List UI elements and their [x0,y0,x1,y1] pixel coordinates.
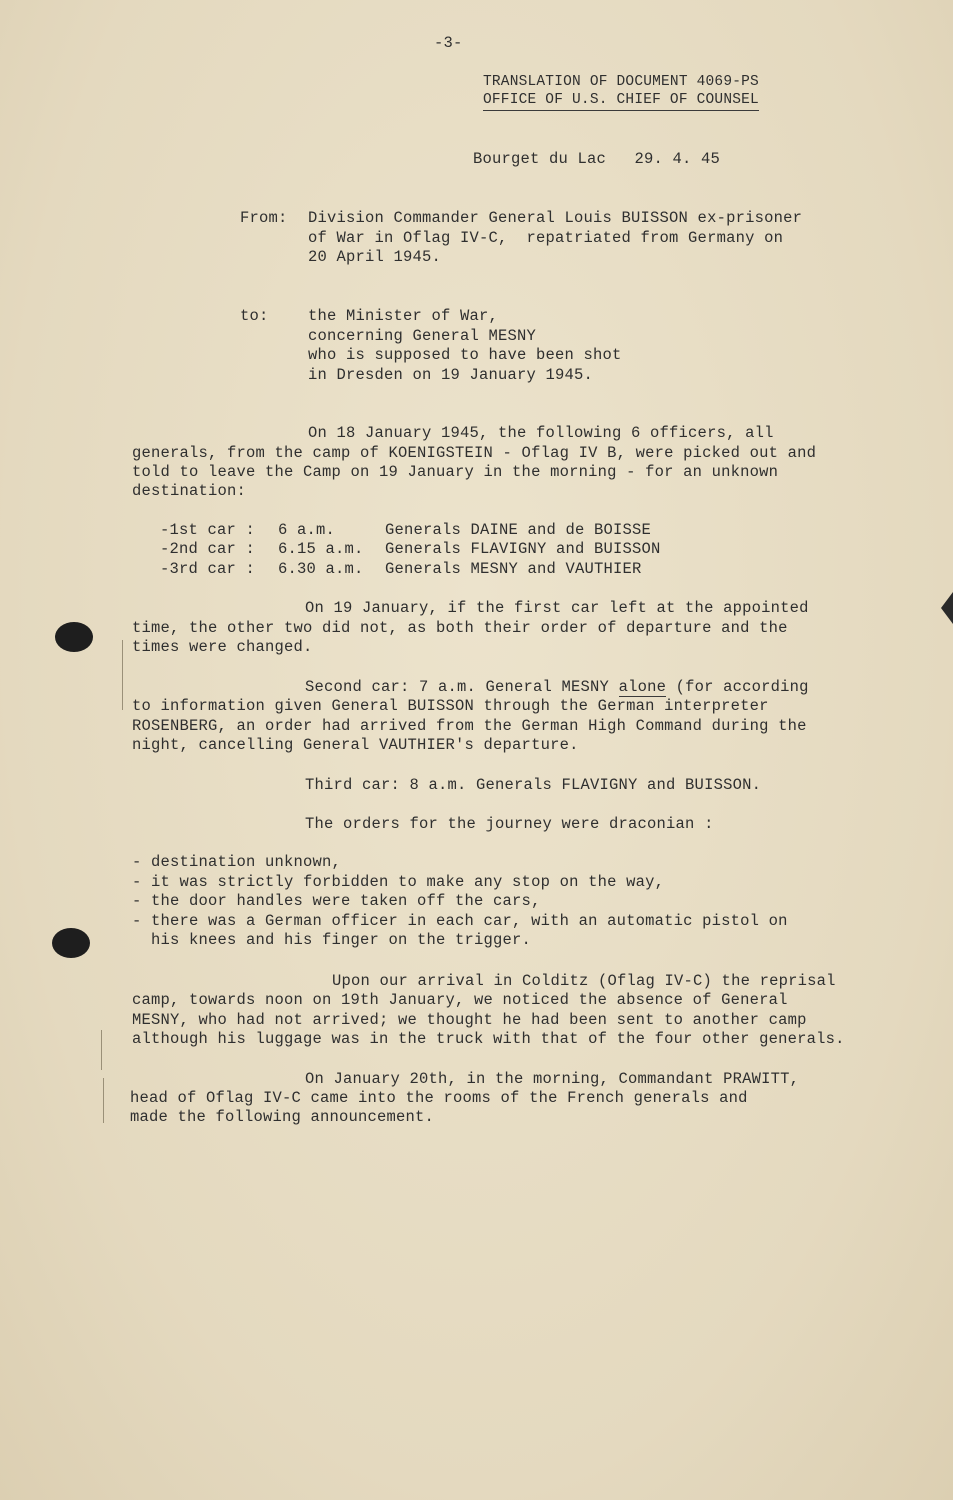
car-time: 6.30 a.m. [278,560,364,578]
paragraph-6-first-line: Upon our arrival in Colditz (Oflag IV-C) the reprisal [332,972,836,990]
header-line-1: TRANSLATION OF DOCUMENT 4069-PS [483,74,759,90]
paragraph-3-line: night, cancelling General VAUTHIER's departure. [132,736,579,754]
margin-mark [101,1030,102,1070]
paragraph-7-first-line: On January 20th, in the morning, Commandant PRAWITT, [305,1070,800,1088]
paragraph-1-line: destination: [132,482,247,500]
paragraph-3-line: to information given General BUISSON through the German interpreter [132,697,769,715]
from-line: 20 April 1945. [308,248,442,266]
page-number: -3- [434,34,463,52]
paragraph-2-line: times were changed. [132,638,313,656]
paragraph-3-text: (for according [666,678,809,696]
car-label: -1st car : [160,521,256,539]
car-label: -3rd car : [160,560,256,578]
paragraph-3-first-line [305,677,809,697]
paragraph-7-line: head of Oflag IV-C came into the rooms of the French generals and [130,1089,748,1107]
paragraph-6-line: camp, towards noon on 19th January, we noticed the absence of General [132,991,788,1009]
underlined-word: alone [618,678,667,696]
bullet-item: - it was strictly forbidden to make any stop on the way, [132,873,665,891]
bullet-item: - there was a German officer in each car, with an automatic pistol on [132,912,788,930]
margin-mark [103,1078,104,1123]
paragraph-4: Third car: 8 a.m. Generals FLAVIGNY and BUISSON. [305,776,762,794]
paragraph-6-line: MESNY, who had not arrived; we thought he had been sent to another camp [132,1011,807,1029]
paragraph-2-first-line: On 19 January, if the first car left at the appointed [305,599,809,617]
car-generals: Generals MESNY and VAUTHIER [385,560,642,578]
place-date: Bourget du Lac 29. 4. 45 [473,150,721,168]
from-line: of War in Oflag IV-C, repatriated from Germany on [308,229,784,247]
paragraph-3-line: ROSENBERG, an order had arrived from the German High Command during the [132,717,807,735]
bullet-item: his knees and his finger on the trigger. [132,931,532,949]
car-time: 6.15 a.m. [278,540,364,558]
paragraph-6-line: although his luggage was in the truck with that of the four other generals. [132,1030,845,1048]
to-line: who is supposed to have been shot [308,346,622,364]
to-line: in Dresden on 19 January 1945. [308,366,594,384]
from-line: Division Commander General Louis BUISSON ex-prisoner [308,209,803,227]
car-generals: Generals DAINE and de BOISSE [385,521,652,539]
header-line-2: OFFICE OF U.S. CHIEF OF COUNSEL [483,90,759,111]
to-line: concerning General MESNY [308,327,537,345]
punch-hole [55,622,93,652]
margin-mark [122,640,123,710]
car-time: 6 a.m. [278,521,336,539]
from-label: From: [240,209,288,227]
bullet-item: - the door handles were taken off the cars, [132,892,541,910]
paragraph-7-line: made the following announcement. [130,1108,435,1126]
paragraph-1-line: generals, from the camp of KOENIGSTEIN - Oflag IV B, were picked out and [132,444,817,462]
paragraph-1-line: told to leave the Camp on 19 January in the morning - for an unknown [132,463,779,481]
punch-hole [52,928,90,958]
car-generals: Generals FLAVIGNY and BUISSON [385,540,661,558]
paragraph-2-line: time, the other two did not, as both their order of departure and the [132,619,788,637]
bullet-item: - destination unknown, [132,853,342,871]
paragraph-5: The orders for the journey were draconian : [305,815,714,833]
to-line: the Minister of War, [308,307,499,325]
paragraph-1-first-line: On 18 January 1945, the following 6 officers, all [308,424,774,442]
page-edge-mark [941,592,953,624]
to-label: to: [240,307,269,325]
paragraph-3-text: Second car: 7 a.m. General MESNY [305,678,619,696]
car-label: -2nd car : [160,540,256,558]
